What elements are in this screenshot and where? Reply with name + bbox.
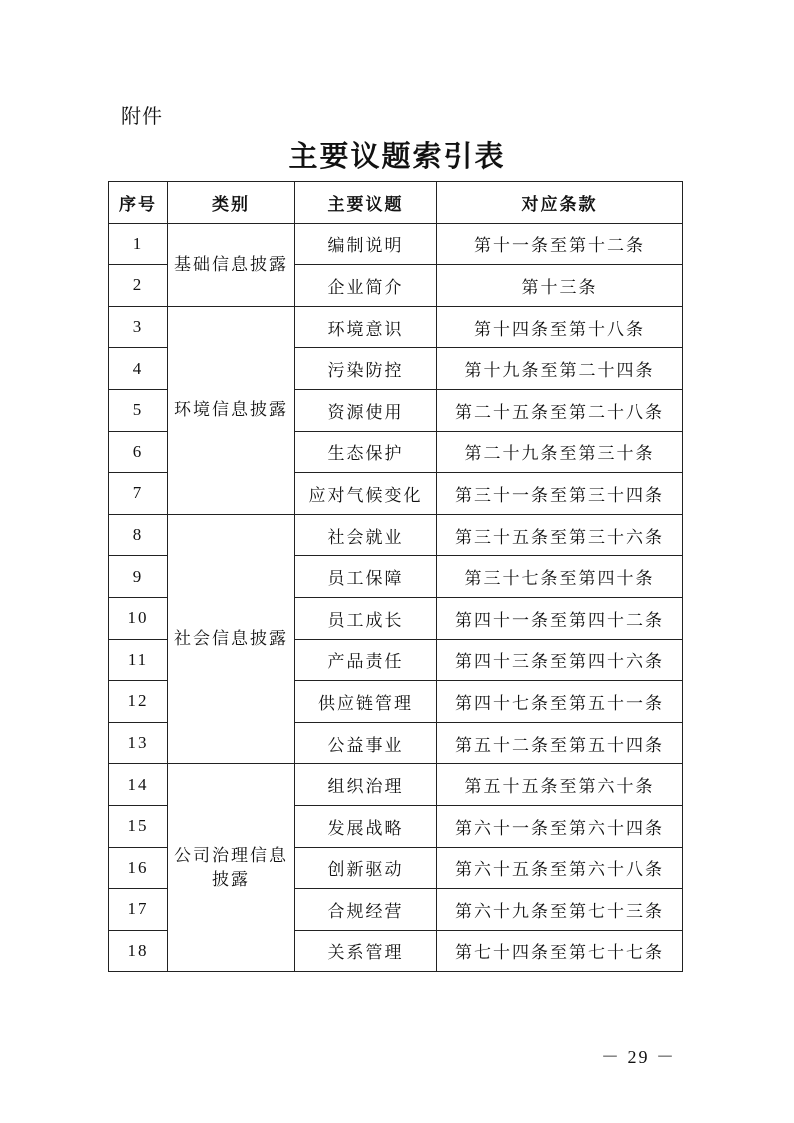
topic-cell: 企业简介 [295,265,437,307]
topic-cell: 发展战略 [295,805,437,847]
topic-cell: 组织治理 [295,764,437,806]
table-row [109,223,683,265]
row-number: 3 [109,306,168,348]
topic-cell: 应对气候变化 [295,473,437,515]
page-number: － 29 － [601,1047,676,1067]
clause-cell: 第十三条 [437,265,683,307]
table-row [109,764,683,806]
table-row [109,306,683,348]
category-cell: 环境信息披露 [168,306,295,514]
topic-cell: 资源使用 [295,389,437,431]
topic-cell: 公益事业 [295,722,437,764]
attachment-label: 附件 [121,104,163,128]
row-number: 18 [109,930,168,972]
header-topic: 主要议题 [295,182,437,224]
clause-cell: 第六十九条至第七十三条 [437,889,683,931]
clause-cell: 第六十五条至第六十八条 [437,847,683,889]
topic-cell: 编制说明 [295,223,437,265]
clause-cell: 第四十三条至第四十六条 [437,639,683,681]
clause-cell: 第三十五条至第三十六条 [437,514,683,556]
clause-cell: 第四十七条至第五十一条 [437,681,683,723]
clause-cell: 第五十五条至第六十条 [437,764,683,806]
header-category: 类别 [168,182,295,224]
topic-cell: 社会就业 [295,514,437,556]
clause-cell: 第三十七条至第四十条 [437,556,683,598]
table-header-row [109,182,683,224]
clause-cell: 第十九条至第二十四条 [437,348,683,390]
row-number: 1 [109,223,168,265]
row-number: 16 [109,847,168,889]
row-number: 7 [109,473,168,515]
clause-cell: 第十四条至第十八条 [437,306,683,348]
topic-cell: 员工保障 [295,556,437,598]
clause-cell: 第二十五条至第二十八条 [437,389,683,431]
row-number: 2 [109,265,168,307]
topic-cell: 员工成长 [295,597,437,639]
topic-cell: 关系管理 [295,930,437,972]
clause-cell: 第十一条至第十二条 [437,223,683,265]
category-cell: 基础信息披露 [168,223,295,306]
topic-cell: 产品责任 [295,639,437,681]
row-number: 6 [109,431,168,473]
topic-cell: 污染防控 [295,348,437,390]
topic-cell: 创新驱动 [295,847,437,889]
clause-cell: 第五十二条至第五十四条 [437,722,683,764]
clause-cell: 第三十一条至第三十四条 [437,473,683,515]
row-number: 14 [109,764,168,806]
clause-cell: 第七十四条至第七十七条 [437,930,683,972]
page-title: 主要议题索引表 [288,139,506,173]
category-cell: 公司治理信息披露 [168,764,295,972]
header-clause: 对应条款 [437,182,683,224]
topic-index-table [108,181,683,972]
topic-cell: 合规经营 [295,889,437,931]
topic-cell: 供应链管理 [295,681,437,723]
row-number: 13 [109,722,168,764]
row-number: 4 [109,348,168,390]
category-cell: 社会信息披露 [168,514,295,764]
row-number: 17 [109,889,168,931]
row-number: 11 [109,639,168,681]
clause-cell: 第六十一条至第六十四条 [437,805,683,847]
header-no: 序号 [109,182,168,224]
table-row [109,514,683,556]
row-number: 12 [109,681,168,723]
topic-cell: 环境意识 [295,306,437,348]
row-number: 9 [109,556,168,598]
row-number: 15 [109,805,168,847]
topic-cell: 生态保护 [295,431,437,473]
row-number: 10 [109,597,168,639]
clause-cell: 第四十一条至第四十二条 [437,597,683,639]
table-body [109,223,683,972]
clause-cell: 第二十九条至第三十条 [437,431,683,473]
row-number: 5 [109,389,168,431]
row-number: 8 [109,514,168,556]
